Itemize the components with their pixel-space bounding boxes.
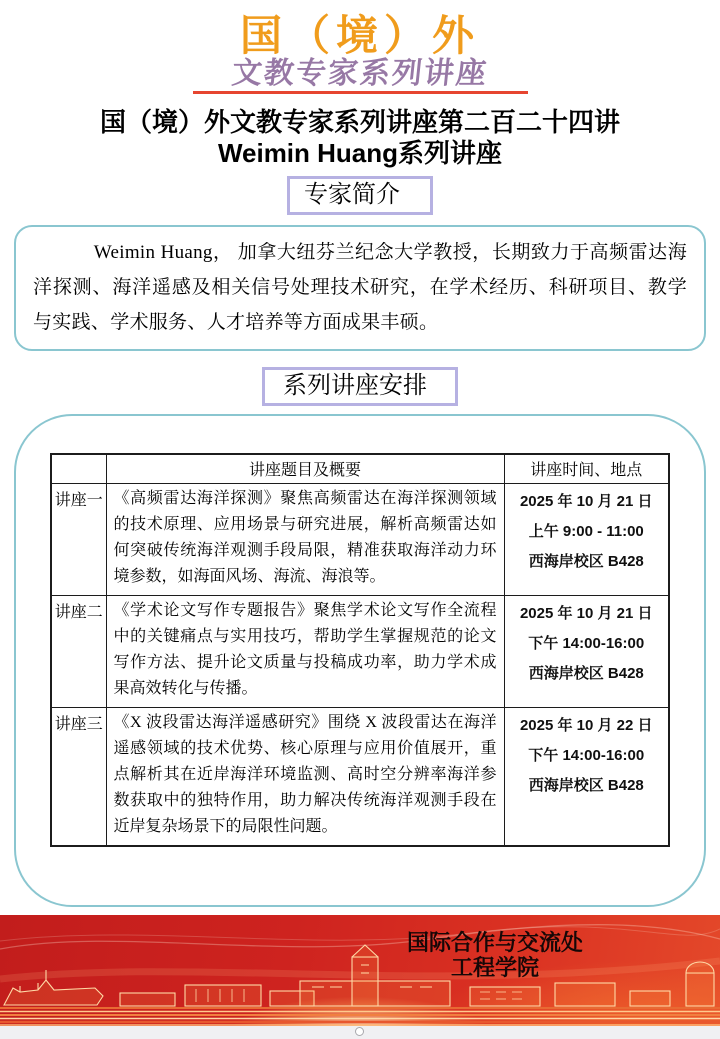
ship-icon (4, 980, 103, 1005)
page-title-line2 (0, 138, 720, 169)
speaker-name: Weimin Huang (217, 138, 399, 168)
lecture-series-logo (0, 0, 720, 94)
expert-intro-paragraph: Weimin Huang， 加拿大纽芬兰纪念大学教授，长期致力于高频雷达海洋探测、海洋遥感及相关信号处理技术研究，在学术经历、科研项目、教学与实践、学术服务、人才培养等方面成果丰硕。 (33, 242, 687, 333)
footer-organizations (380, 930, 610, 980)
lecture3-date: 2025 年 10 月 22 日 (519, 716, 653, 734)
header-cell-empty (51, 454, 106, 483)
footer-banner (0, 915, 720, 1026)
logo-title: 国（境）外 (239, 12, 480, 59)
logo-subtitle: 文教专家系列讲座 (230, 57, 490, 90)
lecture2-time-place (504, 595, 669, 707)
expert-intro-heading: 专家简介 (287, 176, 433, 215)
lecture1-location: 西海岸校区 B428 (528, 552, 644, 570)
table-row (51, 483, 669, 595)
campus-skyline-graphic (0, 915, 720, 1026)
table-header-row (51, 454, 669, 483)
lecture1-label: 讲座一 (51, 483, 106, 595)
footer-org-line2: 工程学院 (450, 955, 539, 980)
schedule-table (50, 453, 670, 847)
lecture2-date: 2025 年 10 月 21 日 (519, 604, 653, 622)
lecture2-summary: 《学术论文写作专题报告》聚焦学术论文写作全流程中的关键痛点与实用技巧，帮助学生掌握规范的论文写作方法、提升论文质量与投稿成功率，助力学术成果高效转化与传播。 (106, 595, 504, 707)
lecture3-time: 下午 14:00-16:00 (528, 746, 645, 764)
lecture3-summary: 《X 波段雷达海洋遥感研究》围绕 X 波段雷达在海洋遥感领域的技术优势、核心原理与应用价值展开，重点解析其在近岸海洋环境监测、高时空分辨率海洋参数获取中的独特作用，助力解决传统海洋观测手段在近岸复杂场景下的局限性问题。 (106, 707, 504, 846)
lecture3-location: 西海岸校区 B428 (528, 776, 644, 794)
lecture2-label: 讲座二 (51, 595, 106, 707)
lecture2-location: 西海岸校区 B428 (528, 664, 644, 682)
lecture3-time-place (504, 707, 669, 846)
logo-underline (193, 91, 528, 94)
page-title-line1: 国（境）外文教专家系列讲座第二百二十四讲 (99, 108, 620, 137)
table-row (51, 707, 669, 846)
lecture2-time: 下午 14:00-16:00 (528, 634, 645, 652)
lecture1-time: 上午 9:00 - 11:00 (528, 522, 644, 540)
footer-org-line1: 国际合作与交流处 (406, 930, 583, 955)
lecture1-date: 2025 年 10 月 21 日 (519, 492, 653, 510)
page-title (0, 107, 720, 169)
page-title-line2-cn: 系列讲座 (398, 139, 503, 168)
header-cell-topic: 讲座题目及概要 (106, 454, 504, 483)
header-cell-time-place: 讲座时间、地点 (504, 454, 669, 483)
lecture1-time-place (504, 483, 669, 595)
table-row (51, 595, 669, 707)
resize-handle[interactable] (355, 1027, 364, 1036)
schedule-heading: 系列讲座安排 (262, 367, 458, 406)
schedule-container (14, 414, 706, 907)
lecture1-summary: 《高频雷达海洋探测》聚焦高频雷达在海洋探测领域的技术原理、应用场景与研究进展，解析高频雷达如何突破传统海洋观测手段局限，精准获取海洋动力环境参数，如海面风场、海流、海浪等。 (106, 483, 504, 595)
expert-intro-box (14, 225, 706, 351)
lecture3-label: 讲座三 (51, 707, 106, 846)
